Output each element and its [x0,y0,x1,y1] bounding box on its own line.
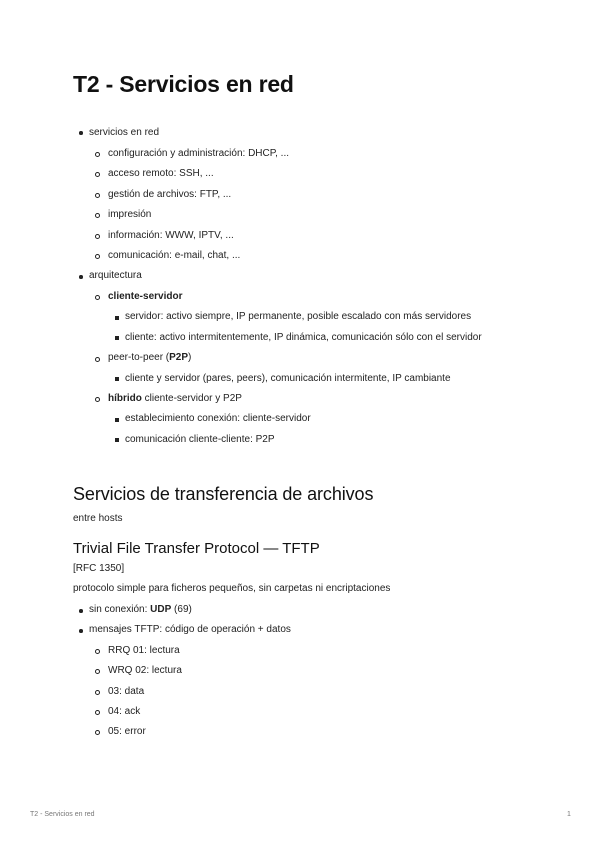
list-item: arquitectura [89,270,142,281]
section-heading: Servicios de transferencia de archivos [73,484,374,504]
list-item [89,604,192,616]
list-item: RRQ 01: lectura [108,645,180,656]
list-item: establecimiento conexión: cliente-servidor [125,413,311,424]
list-item: servidor: activo siempre, IP permanente, posible escalado con más servidores [125,311,472,322]
bullet-icon [115,316,119,320]
section-subtext: entre hosts [73,513,123,524]
list-item: servicios en red [89,127,160,138]
bullet-icon [95,649,100,654]
list-item: 05: error [108,726,146,737]
bullet-icon [95,234,100,239]
bullet-icon [115,377,119,381]
bullet-icon [95,193,100,198]
bullet-icon [79,629,83,633]
list-item: comunicación: e-mail, chat, ... [108,250,241,261]
text-segment: ) [188,352,192,363]
bullet-icon [95,213,100,218]
bullet-icon [95,172,100,177]
bullet-icon [115,418,119,422]
bullet-icon [95,152,100,157]
bullet-icon [95,710,100,715]
list-item: acceso remoto: SSH, ... [108,168,214,179]
page-title: T2 - Servicios en red [73,71,294,97]
description-paragraph: protocolo simple para ficheros pequeños, sin carpetas ni encriptaciones [73,583,391,594]
list-item: comunicación cliente-cliente: P2P [125,434,275,445]
bullet-icon [95,690,100,695]
text-segment: sin conexión: [89,604,151,615]
list-item: 03: data [108,686,145,697]
bold-text: UDP [150,604,172,615]
bullet-icon [95,295,100,300]
list-item: mensajes TFTP: código de operación + datos [89,624,291,635]
list-item: cliente: activo intermitentemente, IP dinámica, comunicación sólo con el servidor [125,332,482,343]
list-item [108,352,191,364]
bullet-icon [79,609,83,613]
list-item: 04: ack [108,706,141,717]
bullet-icon [79,131,83,135]
bullet-icon [95,254,100,259]
list-item: impresión [108,209,152,220]
list-item: información: WWW, IPTV, ... [108,230,234,241]
bold-text: híbrido [108,393,142,404]
bullet-icon [79,275,83,279]
list-item: configuración y administración: DHCP, ... [108,148,290,159]
list-item: gestión de archivos: FTP, ... [108,189,232,200]
rfc-reference: [RFC 1350] [73,563,125,574]
bullet-icon [95,669,100,674]
list-item [108,291,182,303]
bullet-icon [95,397,100,402]
bullet-icon [115,438,119,442]
text-segment: (69) [171,604,192,615]
list-item: WRQ 02: lectura [108,665,182,676]
text-segment: cliente-servidor y P2P [141,393,242,404]
bullet-icon [95,357,100,362]
text-segment: peer-to-peer ( [108,352,170,363]
list-item [108,393,242,405]
subsection-heading: Trivial File Transfer Protocol — TFTP [73,540,320,557]
bold-text: P2P [169,352,189,363]
list-item: cliente y servidor (pares, peers), comunicación intermitente, IP cambiante [125,373,451,384]
page-number: 1 [567,811,571,818]
bold-text: cliente-servidor [108,291,183,302]
bullet-icon [95,730,100,735]
footer-title: T2 - Servicios en red [30,811,95,818]
bullet-icon [115,336,119,340]
